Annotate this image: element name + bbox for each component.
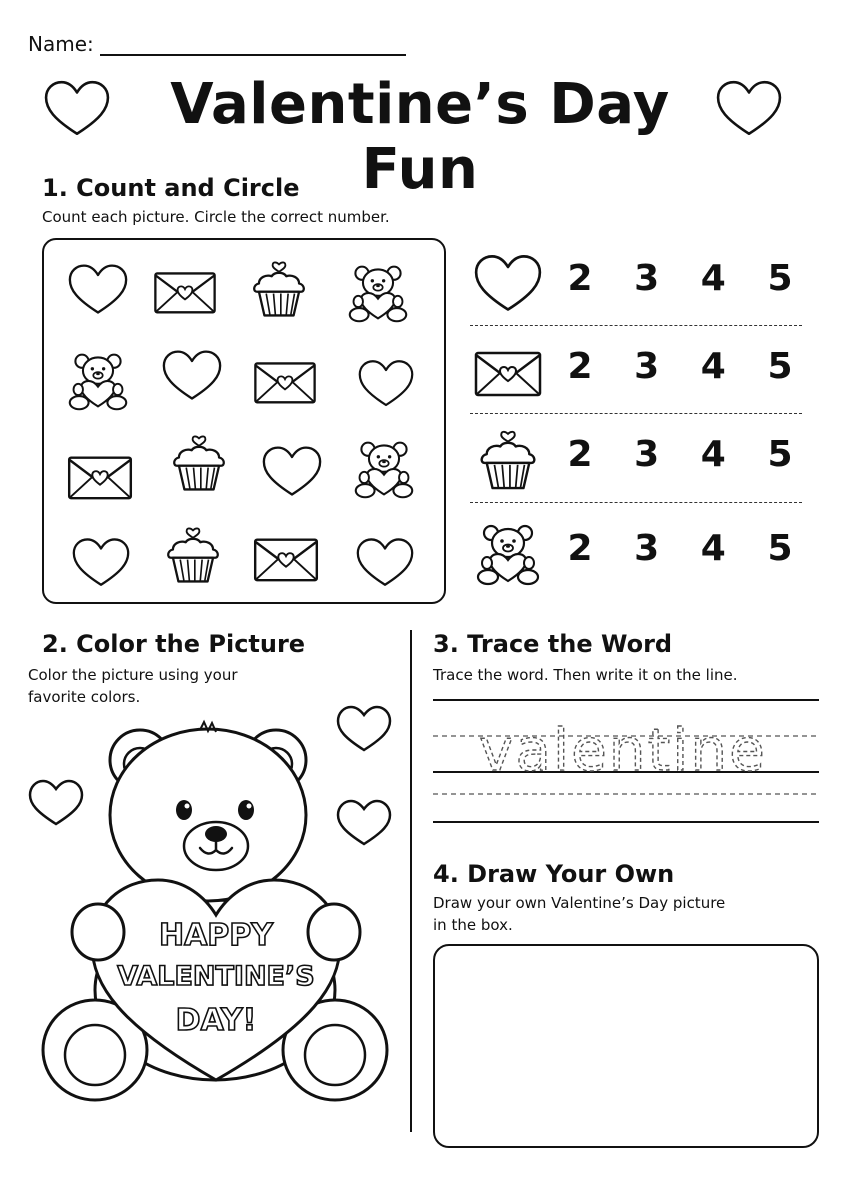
option-5[interactable]: 5 [767,346,793,387]
answer-options [560,434,800,475]
option-2[interactable]: 2 [567,258,593,299]
name-row [28,26,406,56]
envelope-icon [152,266,218,316]
envelope-icon [252,356,318,406]
dashed-divider [470,325,802,326]
answer-options [560,346,800,387]
teddy-bear-icon [66,344,130,418]
option-3[interactable]: 3 [634,346,660,387]
option-4[interactable]: 4 [700,346,726,387]
count-picture-box [42,238,446,604]
heart-icon [338,801,390,844]
heart-icon [30,781,82,824]
cupcake-icon [162,522,224,588]
teddy-bear-icon [474,518,542,590]
option-2[interactable]: 2 [567,434,593,475]
answer-options [560,258,800,299]
section2-title: 2. Color the Picture [42,630,306,658]
heart-icon [358,358,414,410]
section3-instruction: Trace the word. Then write it on the line. [433,666,738,684]
heart-icon [356,536,414,590]
option-4[interactable]: 4 [700,434,726,475]
heart-icon [262,444,322,500]
name-label: Name: [28,32,94,56]
option-5[interactable]: 5 [767,434,793,475]
option-2[interactable]: 2 [567,528,593,569]
envelope-icon [66,450,134,502]
section2-instruction-line1: Color the picture using your [28,666,238,684]
teddy-bear-icon [352,432,416,506]
option-3[interactable]: 3 [634,528,660,569]
page-title: Valentine’s Day Fun [170,72,670,202]
answer-options [560,528,800,569]
dashed-divider [470,502,802,503]
title-heart-right-icon [716,76,782,142]
section2-instruction-line2: favorite colors. [28,688,141,706]
envelope-icon [474,342,542,402]
teddy-bear-icon [346,256,410,330]
heart-icon [72,536,130,590]
section3-title: 3. Trace the Word [433,630,673,658]
vertical-divider [410,630,412,1132]
heart-icon [162,348,222,404]
answer-row-cupcake [470,416,802,502]
option-5[interactable]: 5 [767,258,793,299]
section1-instruction: Count each picture. Circle the correct number. [42,208,390,226]
option-4[interactable]: 4 [700,528,726,569]
answer-row-teddy-bear [470,510,802,596]
answer-row-envelope [470,328,802,414]
trace-word-lines[interactable] [433,696,819,826]
option-3[interactable]: 3 [634,434,660,475]
cupcake-icon [248,256,310,322]
cupcake-icon [474,430,542,490]
section4-instruction-line2: in the box. [433,916,513,934]
dashed-divider [470,413,802,414]
heart-text-line3: DAY! [175,1003,257,1038]
heart-icon [338,707,390,750]
title-heart-left-icon [44,76,110,142]
heart-text-line2: VALENTINE’S [117,961,315,992]
option-5[interactable]: 5 [767,528,793,569]
section4-title: 4. Draw Your Own [433,860,675,888]
cupcake-icon [168,430,230,496]
section1-title: 1. Count and Circle [42,174,300,202]
coloring-bear-picture[interactable] [0,690,410,1100]
heart-text-line1: HAPPY [158,918,274,953]
envelope-icon [252,532,320,584]
trace-word: valentine [479,716,767,784]
draw-box[interactable] [433,944,819,1148]
section4-instruction-line1: Draw your own Valentine’s Day picture [433,894,726,912]
option-2[interactable]: 2 [567,346,593,387]
heart-icon [68,262,128,318]
option-3[interactable]: 3 [634,258,660,299]
name-write-line[interactable] [100,32,406,56]
answer-row-heart [470,240,802,326]
heart-icon [474,254,542,314]
option-4[interactable]: 4 [700,258,726,299]
